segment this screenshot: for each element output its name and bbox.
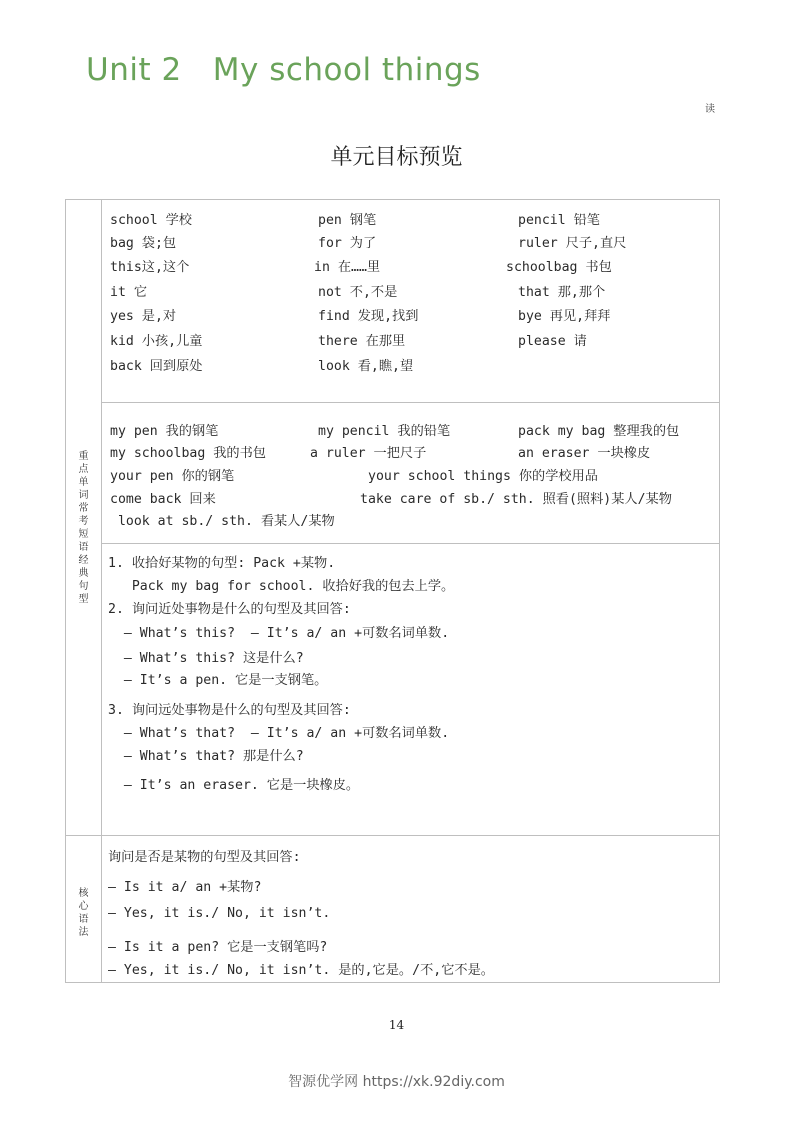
side-label-core-grammar: 核 心 语 法	[78, 888, 89, 938]
section-heading: 单元目标预览	[330, 145, 463, 170]
pattern-line: 2. 询问近处事物是什么的句型及其回答:	[108, 602, 351, 617]
phrase-row	[110, 465, 710, 485]
vocab-item: yes 是,对	[110, 309, 177, 324]
unit-title: Unit 2 My school things	[86, 52, 481, 88]
phrase-item: pack my bag 整理我的包	[518, 424, 680, 439]
vocab-item: in 在……里	[314, 260, 381, 275]
phrase-item: your school things 你的学校用品	[368, 469, 598, 484]
vocab-item: find 发现,找到	[318, 309, 419, 324]
vocab-item: schoolbag 书包	[506, 260, 612, 275]
vocab-item: kid 小孩,儿童	[110, 334, 203, 349]
phrase-row	[110, 442, 710, 462]
vocab-item: for 为了	[318, 236, 377, 251]
row-divider-1	[101, 402, 719, 403]
phrase-row	[110, 510, 710, 530]
vocab-row	[110, 256, 710, 276]
phrase-item: a ruler 一把尺子	[310, 446, 427, 461]
phrase-item: look at sb./ sth. 看某人/某物	[110, 514, 335, 529]
vocab-item: please 请	[518, 334, 587, 349]
vocab-item: bye 再见,拜拜	[518, 309, 611, 324]
phrase-item: an eraser 一块橡皮	[518, 446, 651, 461]
page-number: 14	[388, 1018, 405, 1032]
vocab-item: there 在那里	[318, 334, 406, 349]
pattern-line: Pack my bag for school. 收拾好我的包去上学。	[108, 579, 455, 594]
vocab-item: school 学校	[110, 213, 192, 228]
vocab-row	[110, 281, 710, 301]
vocab-item: not 不,不是	[318, 285, 398, 300]
goals-table	[65, 199, 720, 983]
vocab-item: bag 袋;包	[110, 236, 177, 251]
corner-mark: 读	[705, 104, 715, 115]
vocab-item: look 看,瞧,望	[318, 359, 414, 374]
row-divider-3	[66, 835, 719, 836]
vocab-item: ruler 尺子,直尺	[518, 236, 627, 251]
phrase-item: come back 回来	[110, 492, 216, 507]
side-label-key-points: 重 点 单 词 常 考 短 语 经 典 句 型	[78, 451, 89, 605]
phrase-item: take care of sb./ sth. 照看(照料)某人/某物	[360, 492, 672, 507]
grammar-line: — Yes, it is./ No, it isn’t. 是的,它是。/不,它不是。	[108, 963, 494, 978]
row-divider-2	[101, 543, 719, 544]
phrase-item: my pen 我的钢笔	[110, 424, 219, 439]
grammar-line: — Is it a pen? 它是一支钢笔吗?	[108, 940, 328, 955]
grammar-line: — Yes, it is./ No, it isn’t.	[108, 906, 331, 921]
footer-watermark: 智源优学网 https://xk.92diy.com	[288, 1074, 505, 1090]
grammar-line: 询问是否是某物的句型及其回答:	[108, 850, 301, 865]
vocab-item: it 它	[110, 285, 148, 300]
vocab-item: pen 钢笔	[318, 213, 377, 228]
vocab-row	[110, 209, 710, 229]
vocab-item: this这,这个	[110, 260, 190, 275]
vocab-row	[110, 330, 710, 350]
vocab-row	[110, 305, 710, 325]
pattern-line: — It’s an eraser. 它是一块橡皮。	[108, 778, 360, 793]
pattern-line: — What’s this? 这是什么?	[108, 651, 304, 666]
pattern-line: 3. 询问远处事物是什么的句型及其回答:	[108, 703, 351, 718]
vocab-row	[110, 232, 710, 252]
vocab-item: that 那,那个	[518, 285, 606, 300]
phrase-item: my pencil 我的铅笔	[318, 424, 451, 439]
phrase-item: your pen 你的钢笔	[110, 469, 235, 484]
pattern-line: — It’s a pen. 它是一支钢笔。	[108, 673, 328, 688]
vocab-row	[110, 355, 710, 375]
pattern-line: — What’s this? — It’s a/ an +可数名词单数.	[108, 626, 450, 641]
phrase-row	[110, 420, 710, 440]
vocab-item: pencil 铅笔	[518, 213, 600, 228]
pattern-line: — What’s that? — It’s a/ an +可数名词单数.	[108, 726, 450, 741]
pattern-line: 1. 收拾好某物的句型: Pack +某物.	[108, 556, 336, 571]
vocab-item: back 回到原处	[110, 359, 203, 374]
grammar-line: — Is it a/ an +某物?	[108, 880, 262, 895]
column-divider	[101, 200, 102, 982]
phrase-row	[110, 488, 710, 508]
pattern-line: — What’s that? 那是什么?	[108, 749, 304, 764]
phrase-item: my schoolbag 我的书包	[110, 446, 266, 461]
